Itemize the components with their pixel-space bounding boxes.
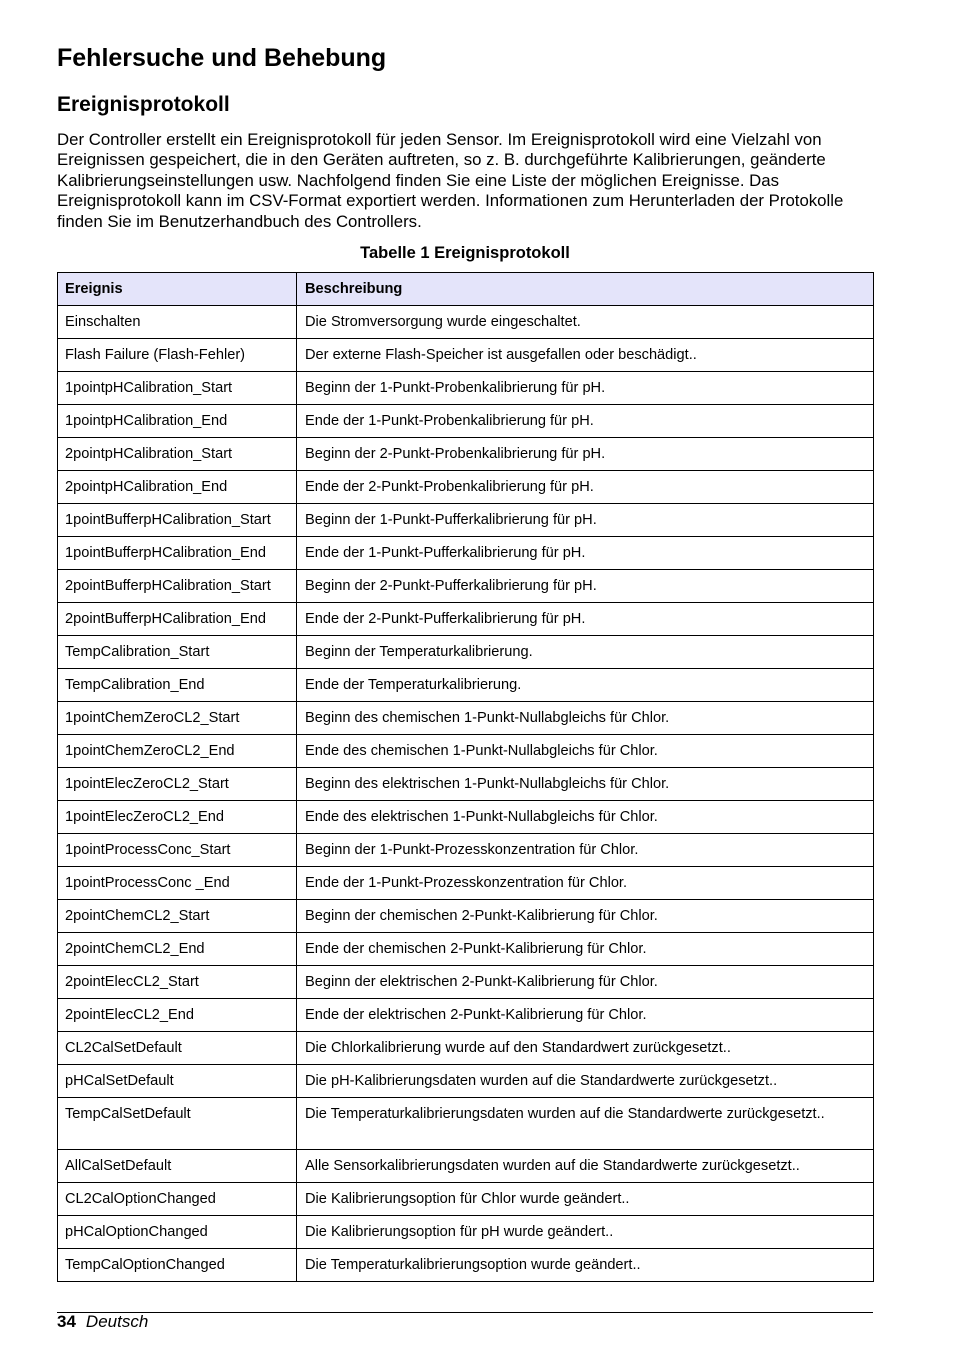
- event-cell: 2pointpHCalibration_Start: [58, 438, 297, 471]
- description-cell: Ende der 1-Punkt-Prozesskonzentration für Chlor.: [297, 867, 874, 900]
- description-cell: Beginn der 1-Punkt-Probenkalibrierung für pH.: [297, 372, 874, 405]
- table-row: [58, 966, 874, 999]
- section-title: Ereignisprotokoll: [57, 93, 230, 116]
- description-cell: Beginn der 1-Punkt-Prozesskonzentration für Chlor.: [297, 834, 874, 867]
- page-footer: [57, 1312, 148, 1332]
- description-cell: Die Kalibrierungsoption für Chlor wurde geändert..: [297, 1183, 874, 1216]
- table-row: [58, 1098, 874, 1150]
- event-cell: pHCalSetDefault: [58, 1065, 297, 1098]
- table-row: [58, 867, 874, 900]
- table-row: [58, 1249, 874, 1282]
- event-cell: pHCalOptionChanged: [58, 1216, 297, 1249]
- table-row: [58, 504, 874, 537]
- description-cell: Ende der elektrischen 2-Punkt-Kalibrierung für Chlor.: [297, 999, 874, 1032]
- table-row: [58, 1032, 874, 1065]
- event-cell: CL2CalSetDefault: [58, 1032, 297, 1065]
- description-cell: Ende der Temperaturkalibrierung.: [297, 669, 874, 702]
- table-row: [58, 570, 874, 603]
- event-cell: TempCalibration_End: [58, 669, 297, 702]
- event-cell: 1pointElecZeroCL2_Start: [58, 768, 297, 801]
- table-row: [58, 702, 874, 735]
- table-row: [58, 405, 874, 438]
- table-row: [58, 339, 874, 372]
- description-cell: Beginn der 2-Punkt-Pufferkalibrierung für pH.: [297, 570, 874, 603]
- event-cell: 1pointpHCalibration_End: [58, 405, 297, 438]
- event-cell: TempCalOptionChanged: [58, 1249, 297, 1282]
- table-row: [58, 669, 874, 702]
- event-cell: 1pointProcessConc_Start: [58, 834, 297, 867]
- event-cell: 1pointElecZeroCL2_End: [58, 801, 297, 834]
- event-cell: 2pointElecCL2_End: [58, 999, 297, 1032]
- event-cell: 1pointBufferpHCalibration_End: [58, 537, 297, 570]
- table-body: [58, 306, 874, 1282]
- table-row: [58, 1216, 874, 1249]
- table-row: [58, 306, 874, 339]
- event-cell: 2pointElecCL2_Start: [58, 966, 297, 999]
- table-row: [58, 801, 874, 834]
- event-cell: 2pointChemCL2_Start: [58, 900, 297, 933]
- event-log-table: [57, 272, 874, 1282]
- event-cell: 1pointBufferpHCalibration_Start: [58, 504, 297, 537]
- description-cell: Beginn der 2-Punkt-Probenkalibrierung für pH.: [297, 438, 874, 471]
- description-cell: Die pH-Kalibrierungsdaten wurden auf die Standardwerte zurückgesetzt..: [297, 1065, 874, 1098]
- description-cell: Die Stromversorgung wurde eingeschaltet.: [297, 306, 874, 339]
- table-row: [58, 999, 874, 1032]
- column-header-description: Beschreibung: [297, 273, 874, 306]
- event-cell: TempCalSetDefault: [58, 1098, 297, 1150]
- event-cell: 1pointProcessConc _End: [58, 867, 297, 900]
- event-cell: 2pointBufferpHCalibration_End: [58, 603, 297, 636]
- event-cell: 1pointChemZeroCL2_End: [58, 735, 297, 768]
- description-cell: Die Chlorkalibrierung wurde auf den Standardwert zurückgesetzt..: [297, 1032, 874, 1065]
- table-row: [58, 768, 874, 801]
- description-cell: Beginn der elektrischen 2-Punkt-Kalibrierung für Chlor.: [297, 966, 874, 999]
- description-cell: Ende der 2-Punkt-Pufferkalibrierung für pH.: [297, 603, 874, 636]
- footer-language: Deutsch: [85, 1312, 149, 1331]
- page-title: Fehlersuche und Behebung: [57, 44, 387, 72]
- description-cell: Die Temperaturkalibrierungsoption wurde geändert..: [297, 1249, 874, 1282]
- description-cell: Beginn der Temperaturkalibrierung.: [297, 636, 874, 669]
- table-row: [58, 735, 874, 768]
- table-row: [58, 636, 874, 669]
- table-row: [58, 603, 874, 636]
- table-row: [58, 933, 874, 966]
- event-cell: 2pointChemCL2_End: [58, 933, 297, 966]
- description-cell: Beginn der chemischen 2-Punkt-Kalibrierung für Chlor.: [297, 900, 874, 933]
- description-cell: Ende der 1-Punkt-Probenkalibrierung für pH.: [297, 405, 874, 438]
- page-number: 34: [57, 1312, 76, 1331]
- description-cell: Alle Sensorkalibrierungsdaten wurden auf die Standardwerte zurückgesetzt..: [297, 1150, 874, 1183]
- table-caption: Tabelle 1 Ereignisprotokoll: [360, 244, 570, 262]
- intro-paragraph: Der Controller erstellt ein Ereignisprotokoll für jeden Sensor. Im Ereignisprotokoll wird eine Vielzahl von Ereignissen gespeichert, die in den Geräten auftreten, so z. B. durchgeführte Kalibrierungen, geänderte Kalibrierungseinstellungen usw. Nachfolgend finden Sie eine Liste der möglichen Ereignisse. Das Ereignisprotokoll kann im CSV-Format exportiert werden. Informationen zum Herunterladen der Protokolle finden Sie im Benutzerhandbuch des Controllers.: [57, 130, 844, 231]
- event-cell: TempCalibration_Start: [58, 636, 297, 669]
- description-cell: Ende der chemischen 2-Punkt-Kalibrierung für Chlor.: [297, 933, 874, 966]
- description-cell: Beginn des elektrischen 1-Punkt-Nullabgleichs für Chlor.: [297, 768, 874, 801]
- description-cell: Beginn des chemischen 1-Punkt-Nullabgleichs für Chlor.: [297, 702, 874, 735]
- event-cell: Flash Failure (Flash-Fehler): [58, 339, 297, 372]
- table-row: [58, 900, 874, 933]
- table-header-row: [58, 273, 874, 306]
- description-cell: Ende des elektrischen 1-Punkt-Nullabgleichs für Chlor.: [297, 801, 874, 834]
- description-cell: Die Kalibrierungsoption für pH wurde geändert..: [297, 1216, 874, 1249]
- table-row: [58, 1183, 874, 1216]
- description-cell: Ende der 1-Punkt-Pufferkalibrierung für pH.: [297, 537, 874, 570]
- event-cell: 2pointBufferpHCalibration_Start: [58, 570, 297, 603]
- table-row: [58, 834, 874, 867]
- event-cell: 1pointChemZeroCL2_Start: [58, 702, 297, 735]
- description-cell: Die Temperaturkalibrierungsdaten wurden auf die Standardwerte zurückgesetzt..: [297, 1098, 874, 1150]
- description-cell: Beginn der 1-Punkt-Pufferkalibrierung für pH.: [297, 504, 874, 537]
- table-row: [58, 537, 874, 570]
- event-cell: 2pointpHCalibration_End: [58, 471, 297, 504]
- table-row: [58, 471, 874, 504]
- description-cell: Ende der 2-Punkt-Probenkalibrierung für pH.: [297, 471, 874, 504]
- event-cell: CL2CalOptionChanged: [58, 1183, 297, 1216]
- table-row: [58, 438, 874, 471]
- table-row: [58, 372, 874, 405]
- event-cell: AllCalSetDefault: [58, 1150, 297, 1183]
- event-cell: 1pointpHCalibration_Start: [58, 372, 297, 405]
- table-row: [58, 1150, 874, 1183]
- table-row: [58, 1065, 874, 1098]
- column-header-event: Ereignis: [58, 273, 297, 306]
- description-cell: Ende des chemischen 1-Punkt-Nullabgleichs für Chlor.: [297, 735, 874, 768]
- event-cell: Einschalten: [58, 306, 297, 339]
- footer-divider: [57, 1312, 873, 1313]
- description-cell: Der externe Flash-Speicher ist ausgefallen oder beschädigt..: [297, 339, 874, 372]
